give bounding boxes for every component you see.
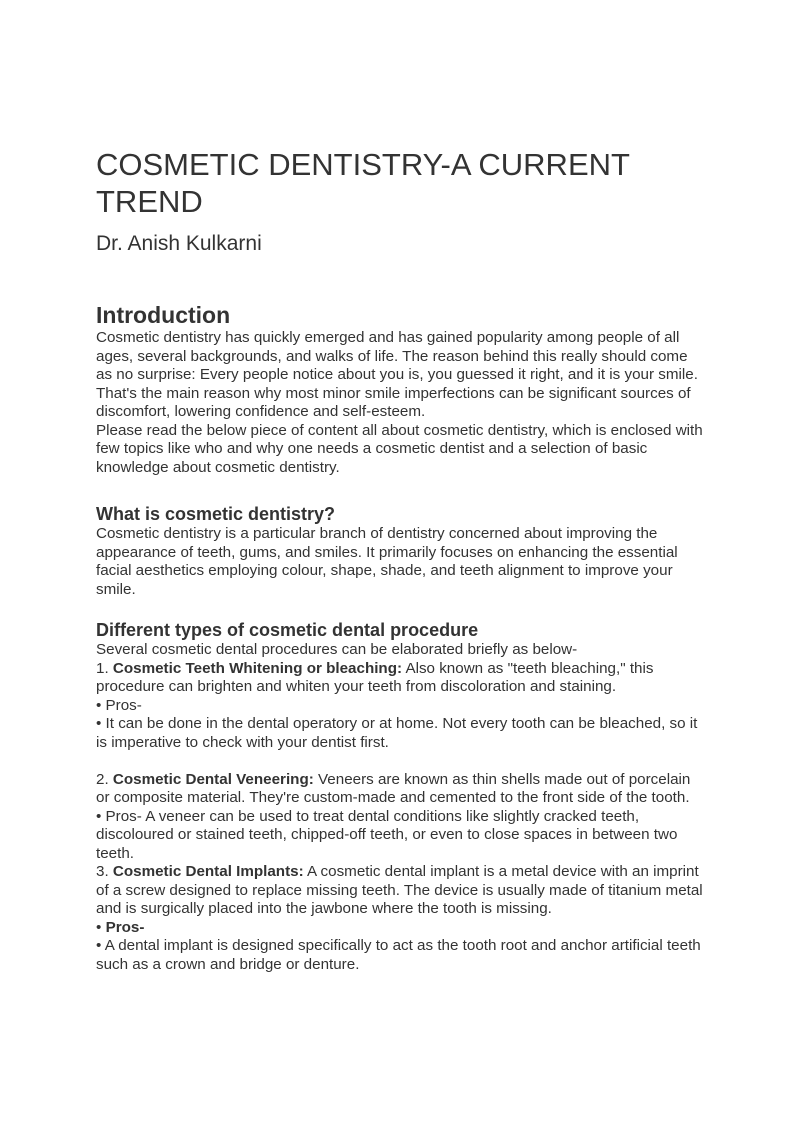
procedure-item-3 <box>96 863 706 919</box>
item-number: 1. <box>96 659 109 677</box>
item-text: Also known as "teeth bleaching," this procedure can brighten and whiten your teeth from discoloration and staining. <box>96 659 654 695</box>
intro-paragraph-1: Cosmetic dentistry has quickly emerged and has gained popularity among people of all ages, several backgrounds, and walks of life. The reason behind this really should come as no surprise: Every people notice about you is, you guessed it right, and it is your smile. That's the main reason why most minor smile imperfections can be significant sources of discomfort, lowering confidence and self-esteem. <box>96 329 698 420</box>
introduction-heading: Introduction <box>96 302 231 328</box>
item-label: Cosmetic Dental Veneering: <box>112 770 314 788</box>
pros-label: Pros- <box>105 918 145 936</box>
item1-pros-label: • Pros- <box>96 696 142 714</box>
types-heading: Different types of cosmetic dental procedure <box>96 620 479 640</box>
item3-pros-label <box>96 919 706 938</box>
item1-pros-text: • It can be done in the dental operatory or at home. Not every tooth can be bleached, so it is imperative to check with your dentist first. <box>96 715 698 751</box>
procedure-item-1 <box>96 660 706 697</box>
item2-pros-text: • Pros- A veneer can be used to treat dental conditions like slightly cracked teeth, discoloured or stained teeth, chipped-off teeth, or even to close spaces in between two teeth. <box>96 807 678 862</box>
types-intro: Several cosmetic dental procedures can be elaborated briefly as below- <box>96 641 578 658</box>
item-label: Cosmetic Teeth Whitening or bleaching: <box>112 659 403 677</box>
page-title: COSMETIC DENTISTRY-A CURRENT TREND <box>96 147 630 219</box>
item-text: A cosmetic dental implant is a metal device with an imprint of a screw designed to replace missing teeth. The device is usually made of titanium metal and is surgically placed into the jawbone where the tooth is missing. <box>96 863 703 917</box>
item-label: Cosmetic Dental Implants: <box>112 863 304 880</box>
item-number: 3. <box>96 863 109 880</box>
author-name: Dr. Anish Kulkarni <box>96 232 262 255</box>
procedure-item-2 <box>96 771 706 808</box>
item3-pros-text: • A dental implant is designed specifically to act as the tooth root and anchor artificial teeth such as a crown and bridge or denture. <box>96 937 701 973</box>
item-number: 2. <box>96 770 109 788</box>
what-is-heading: What is cosmetic dentistry? <box>96 504 336 524</box>
bullet: • <box>96 918 102 936</box>
intro-paragraph-2: Please read the below piece of content all about cosmetic dentistry, which is enclosed with few topics like who and why one needs a cosmetic dentist and a selection of basic knowledge about cosmetic dentistry. <box>96 421 703 476</box>
what-is-paragraph: Cosmetic dentistry is a particular branch of dentistry concerned about improving the appearance of teeth, gums, and smiles. It primarily focuses on enhancing the essential facial aesthetics employing colour, shape, shade, and teeth alignment to improve your smile. <box>96 525 678 598</box>
document-page <box>96 146 706 974</box>
item-text: Veneers are known as thin shells made out of porcelain or composite material. They're custom-made and cemented to the front side of the tooth. <box>96 770 691 806</box>
